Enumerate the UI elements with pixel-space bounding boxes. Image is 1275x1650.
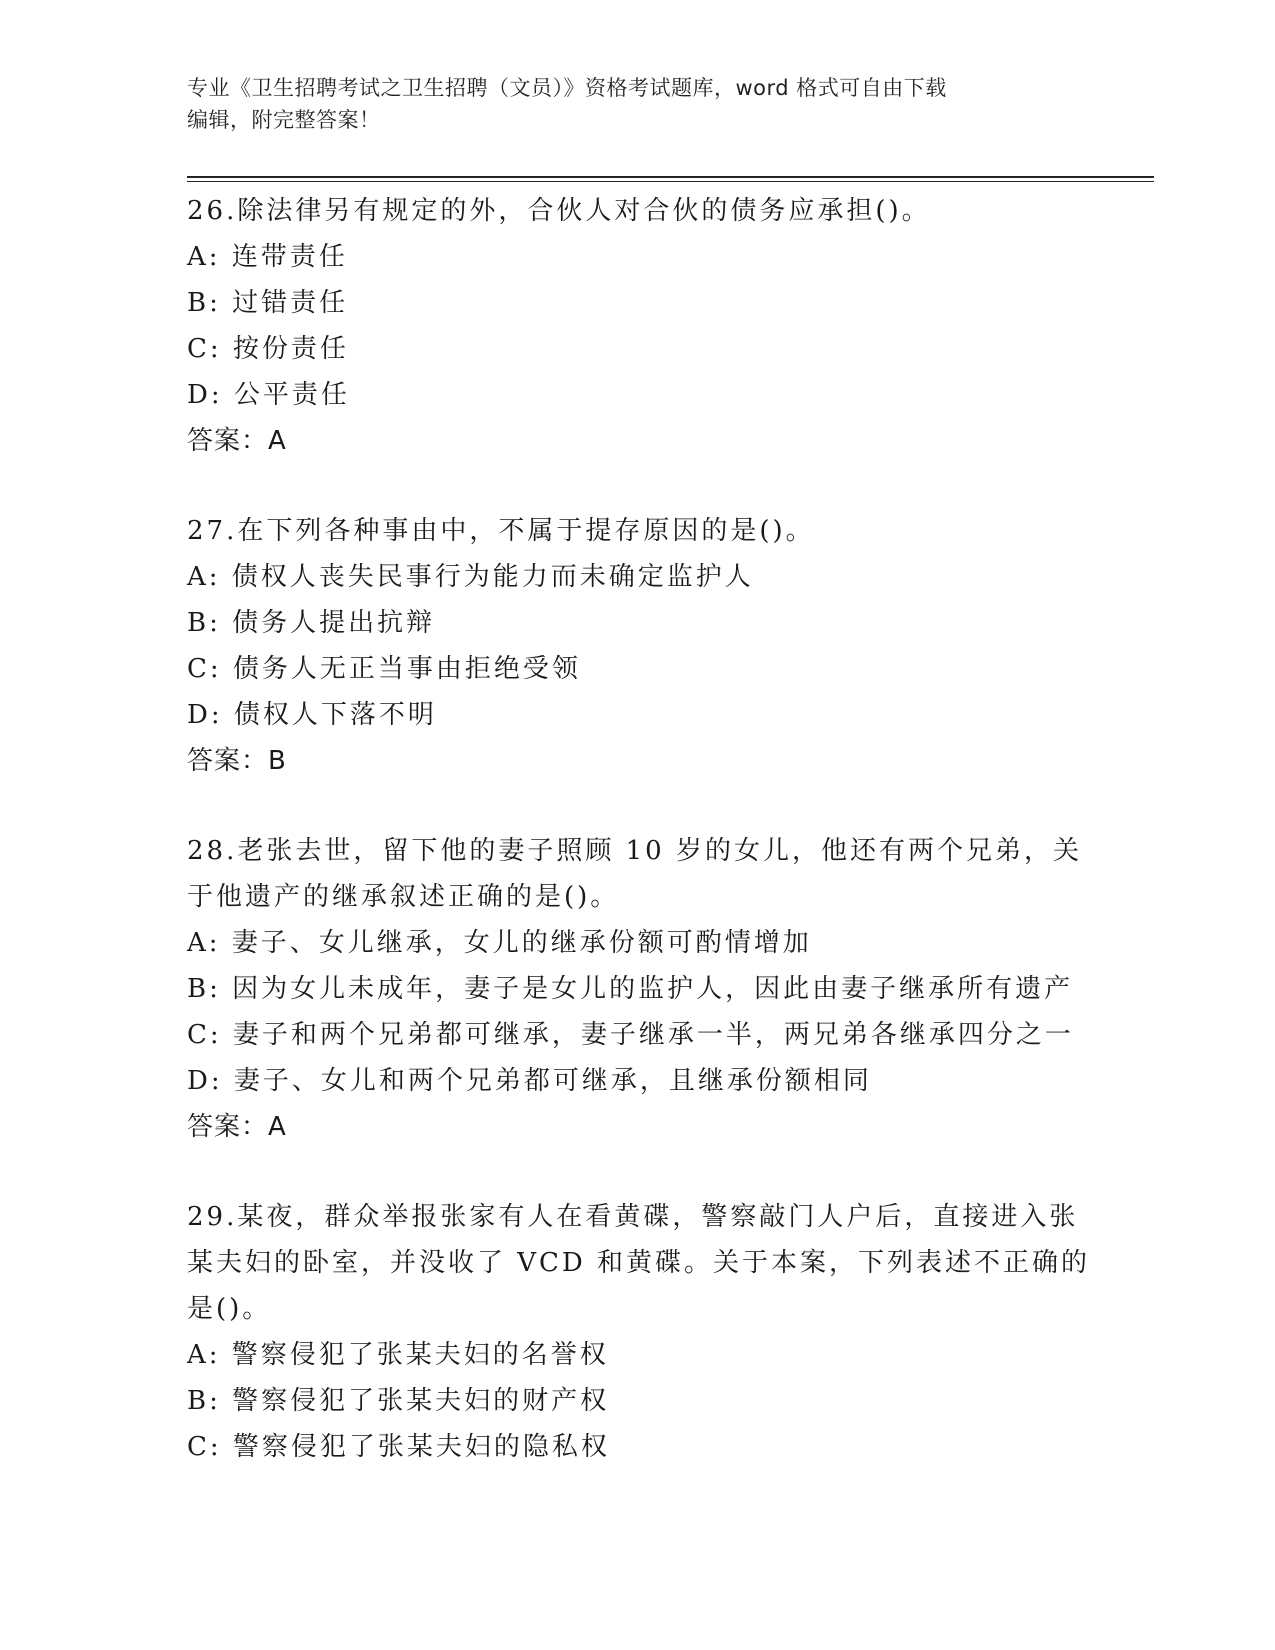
option-c: C: 警察侵犯了张某夫妇的隐私权	[187, 1432, 610, 1462]
header-line-1: 专业《卫生招聘考试之卫生招聘（文员）》资格考试题库，word 格式可自由下载	[187, 76, 947, 100]
answer-label: 答案：A	[187, 426, 287, 456]
question-26	[187, 188, 1087, 464]
option-c: C: 按份责任	[187, 334, 349, 364]
option-a: A: 债权人丧失民事行为能力而未确定监护人	[187, 562, 754, 592]
option-d: D: 妻子、女儿和两个兄弟都可继承，且继承份额相同	[187, 1066, 872, 1096]
option-a: A: 妻子、女儿继承，女儿的继承份额可酌情增加	[187, 928, 812, 958]
header-divider-thin	[187, 181, 1154, 182]
question-text-cont: 是()。	[187, 1294, 272, 1324]
question-29	[187, 1194, 1091, 1470]
answer-label: 答案：B	[187, 746, 287, 776]
option-b: B: 因为女儿未成年，妻子是女儿的监护人，因此由妻子继承所有遗产	[187, 974, 1074, 1004]
answer-label: 答案：A	[187, 1112, 287, 1142]
option-c: C: 债务人无正当事由拒绝受领	[187, 654, 581, 684]
question-text: 26.除法律另有规定的外，合伙人对合伙的债务应承担()。	[187, 196, 931, 226]
question-text-cont: 于他遗产的继承叙述正确的是()。	[187, 882, 620, 912]
question-27	[187, 508, 1087, 784]
question-text: 28.老张去世，留下他的妻子照顾 10 岁的女儿，他还有两个兄弟，关	[187, 836, 1082, 866]
question-text: 29.某夜，群众举报张家有人在看黄碟，警察敲门人户后，直接进入张	[187, 1202, 1079, 1232]
option-d: D: 债权人下落不明	[187, 700, 437, 730]
question-text: 27.在下列各种事由中，不属于提存原因的是()。	[187, 516, 815, 546]
option-b: B: 过错责任	[187, 288, 349, 318]
option-c: C: 妻子和两个兄弟都可继承，妻子继承一半，两兄弟各继承四分之一	[187, 1020, 1074, 1050]
option-d: D: 公平责任	[187, 380, 350, 410]
header-divider-thick	[187, 176, 1154, 178]
document-header	[187, 72, 1067, 136]
question-list	[187, 188, 1091, 1514]
option-b: B: 债务人提出抗辩	[187, 608, 436, 638]
option-a: A: 连带责任	[187, 242, 348, 272]
option-a: A: 警察侵犯了张某夫妇的名誉权	[187, 1340, 609, 1370]
question-28	[187, 828, 1087, 1150]
question-text-cont: 某夫妇的卧室，并没收了 VCD 和黄碟。关于本案，下列表述不正确的	[187, 1248, 1091, 1278]
header-line-2: 编辑，附完整答案！	[187, 108, 381, 132]
option-b: B: 警察侵犯了张某夫妇的财产权	[187, 1386, 610, 1416]
